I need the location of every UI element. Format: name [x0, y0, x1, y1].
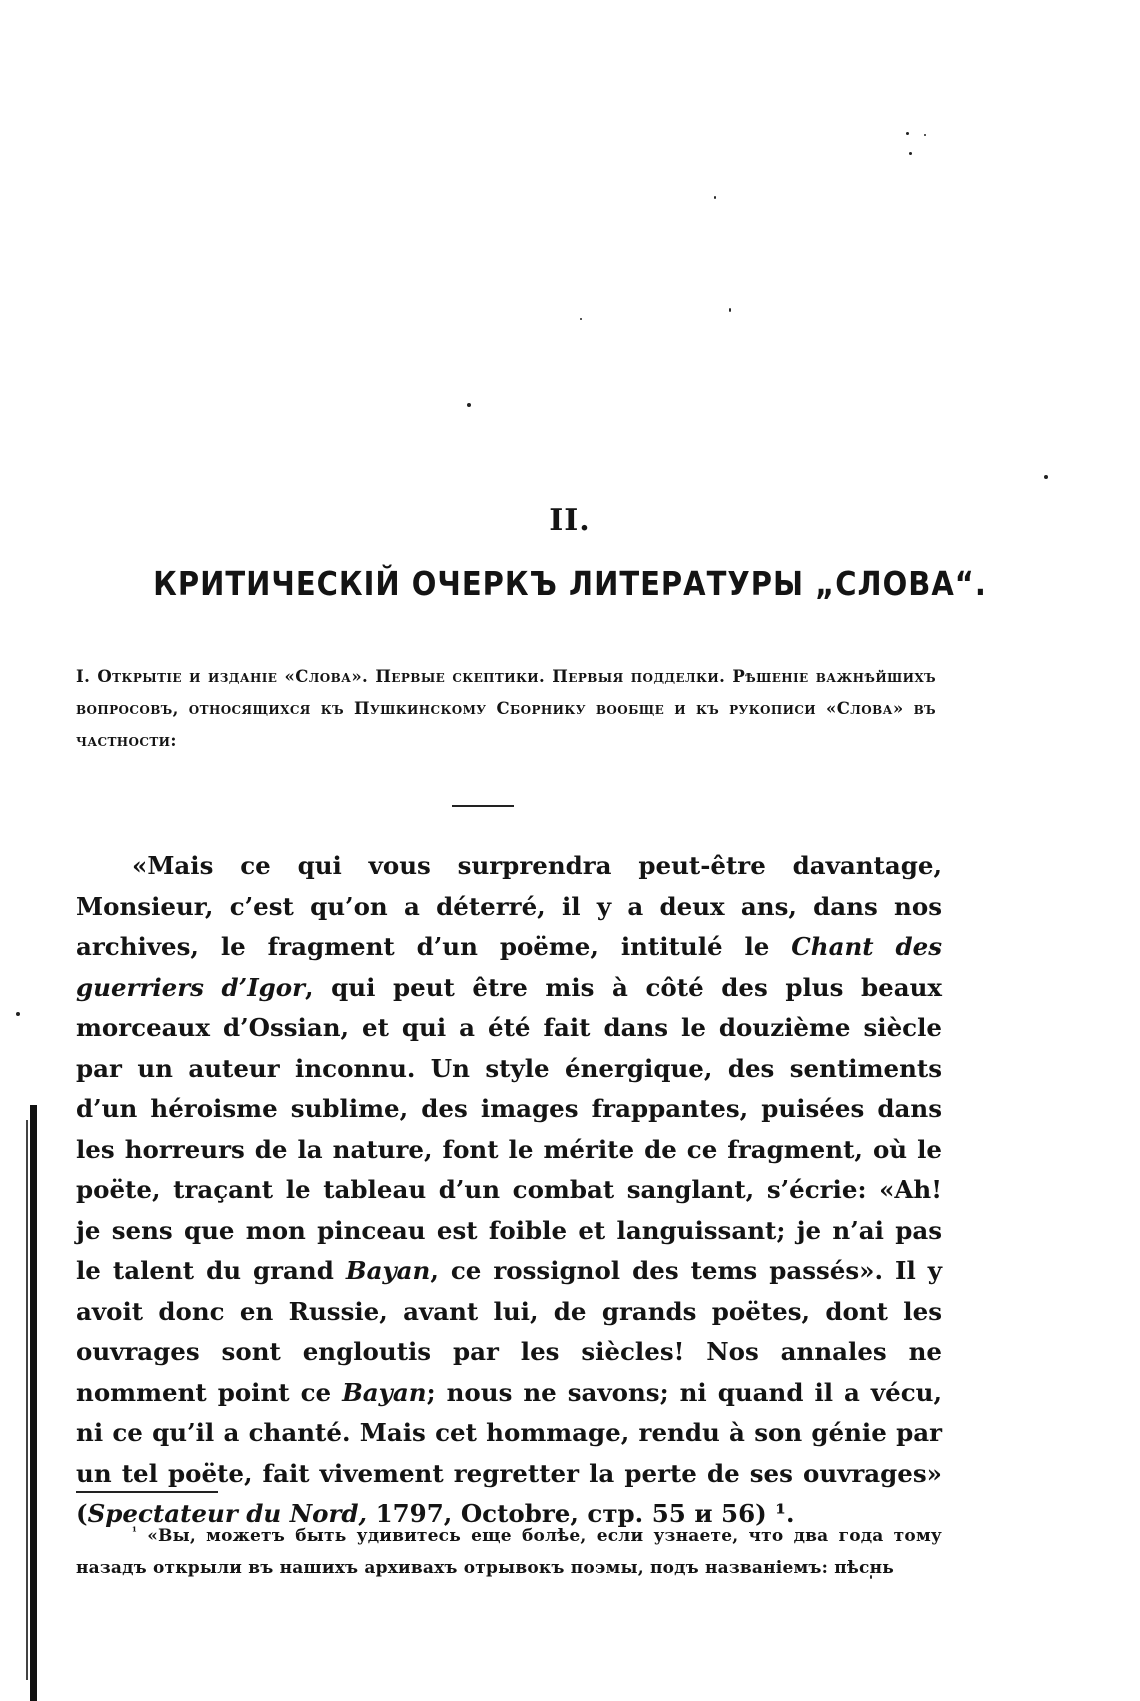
quote-paragraph [76, 846, 942, 1535]
quote-name: Bayan [342, 1377, 427, 1407]
quote-text: , qui peut être mis à côté des plus beaux morceaux d’Ossian, et qui a été fait dans le douzième siècle par un auteur inconnu. Un style énergique, des sentiments d’un héroisme sublime, des images frappantes, puisées dans les horreurs de la nature, font le mérite de ce fragment, où le poëte, traçant le tableau d’un combat sanglant, s’écrie: «Ah! je sens que mon pinceau est foible et languissant; je n’ai pas le talent du grand [76, 972, 942, 1285]
binding-shadow [30, 1105, 37, 1701]
quote-name: Bayan [345, 1256, 431, 1285]
quote-text: , ce rossignol des tems passés». Il y avoit donc en Russie, avant lui, de grands poëtes, dont les ouvrages sont engloutis par les siècles! Nos annales ne nomment point ce [76, 1256, 942, 1407]
scan-speck [729, 308, 731, 312]
quote-source: Spectateur du Nord, [87, 1499, 368, 1528]
binding-edge [26, 1120, 28, 1680]
quote-text: 1797, Octobre, стр. 55 и 56) [367, 1499, 776, 1528]
scan-speck [1044, 475, 1048, 479]
footnote [76, 1516, 942, 1584]
quote-poem-title: Chant des guerriers d’Igor [76, 932, 943, 1002]
scan-speck [16, 1012, 20, 1016]
section-divider [452, 805, 514, 807]
quote-text: ; nous ne savons; ni quand il a vécu, ni ce qu’il a chanté. Mais cet hommage, rendu à son génie par un tel poëte, fait vivement regretter la perte de ses ouvrages» ( [76, 1377, 942, 1528]
footnote-marker: ¹ [132, 1525, 138, 1538]
scan-speck [909, 152, 912, 155]
scan-speck [467, 403, 471, 407]
section-number: II. [549, 503, 591, 538]
footnote-text: «Вы, можетъ быть удивитесь еще болѣе, если узнаете, что два года тому назадъ открыли въ нашихъ архивахъ отрывокъ поэмы, подъ названіемъ: пѣснь [76, 1526, 942, 1578]
scan-speck [714, 196, 716, 199]
chapter-summary: I. Открытіе и изданіе «Слова». Первые скептики. Первыя подделки. Рѣшеніе важнѣйшихъ вопросовъ, относящихся къ Пушкинскому Сборнику вообще и къ рукописи «Слова» въ частности: [76, 667, 936, 750]
footnote-rule [76, 1491, 218, 1493]
scan-speck [580, 318, 582, 320]
scan-speck [906, 132, 909, 135]
quote-text: «Mais ce qui vous surprendra peut-être davantage, Monsieur, c’est qu’on a déterré, il y a deux ans, dans nos archives, le fragment d’un poëme, intitulé le [76, 851, 942, 961]
scan-speck [924, 134, 926, 136]
chapter-title: КРИТИЧЕСКІЙ ОЧЕРКЪ ЛИТЕРАТУРЫ „СЛОВА“. [153, 564, 987, 604]
footnote-reference: ¹. [775, 1499, 795, 1528]
